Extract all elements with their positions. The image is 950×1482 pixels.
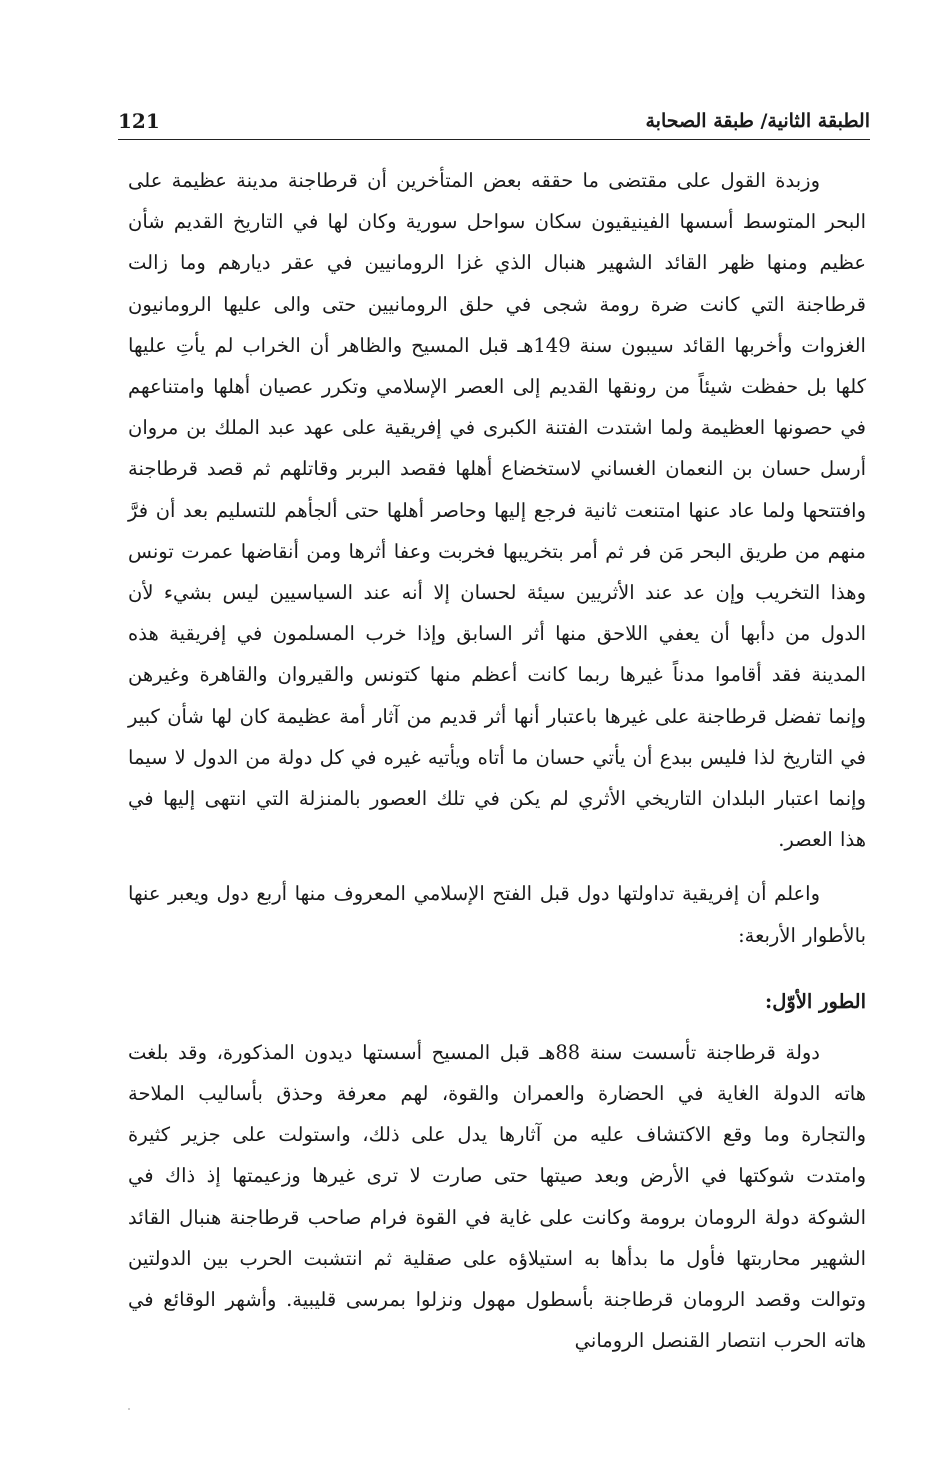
section-heading-first-phase: الطور الأوّل: [765,989,866,1013]
header-rule [118,139,870,140]
paragraph-first-phase: دولة قرطاجنة تأسست سنة 88هـ قبل المسيح أسستها ديدون المذكورة، وقد بلغت هاته الدولة الغاية في الحضارة والعمران والقوة، لهم معرفة وحذق بأساليب الملاحة والتجارة وما وقع الاكتشاف عليه من آثارها يدل على ذلك، واستولت على جزير كثيرة وامتدت شوكتها في الأرض وبعد صيتها حتى صارت لا ترى غيرها وزعيمتها إذ ذاك في الشوكة دولة الرومان برومة وكانت على غاية في القوة فرام صاحب قرطاجنة هنبال القائد الشهير محاربتها فأول ما بدأها به استيلاؤه على صقلية ثم انتشبت الحرب بين الدولتين وتوالت وقصد الرومان قرطاجنة بأسطول مهول ونزلوا بمرسى قليبية. وأشهر الوقائع في هاته الحرب انتصار القنصل الروماني [128,1040,866,1353]
page-number: 121 [118,109,160,133]
scan-speck [128,1408,130,1410]
paragraph-four-states: واعلم أن إفريقية تداولتها دول قبل الفتح الإسلامي المعروف منها أربع دول ويعبر عنها بالأطوار الأربعة: [128,882,866,947]
page-header [118,108,870,138]
running-title: الطبقة الثانية/ طبقة الصحابة [645,110,870,132]
body-text [128,160,866,1361]
paragraph-carthage-history: وزبدة القول على مقتضى ما حققه بعض المتأخرين أن قرطاجنة مدينة عظيمة على البحر المتوسط أسسها الفينيقيون سكان سواحل سورية وكان لها في التاريخ القديم شأن عظيم ومنها ظهر القائد الشهير هنبال الذي غزا الرومانيين في عقر ديارهم وما زالت قرطاجنة التي كانت ضرة رومة شجى في حلق الرومانيين حتى والى عليها الرومانيون الغزوات وأخربها القائد سيبون سنة 149هـ قبل المسيح والظاهر أن الخراب لم يأتِ عليها كلها بل حفظت شيئاً من رونقها القديم إلى العصر الإسلامي وتكرر عصيان أهلها وامتناعهم في حصونها العظيمة ولما اشتدت الفتنة الكبرى في إفريقية على عهد عبد الملك بن مروان أرسل حسان بن النعمان الغساني لاستخضاع أهلها فقصد البربر وقاتلهم ثم قصد قرطاجنة وافتتحها ولما عاد عنها امتنعت ثانية فرجع إليها وحاصر أهلها حتى ألجأهم للتسليم بعد أن فرَّ منهم من طريق البحر مَن فر ثم أمر بتخريبها فخربت وعفا أثرها ومن أنقاضها عمرت تونس وهذا التخريب وإن عد عند الأثريين سيئة لحسان إلا أنه عند السياسيين ليس بشيء لأن الدول من دأبها أن يعفي اللاحق منها أثر السابق وإذا خرب المسلمون في إفريقية هذه المدينة فقد أقاموا مدناً غيرها ربما كانت أعظم منها كتونس والقيروان والقاهرة وغيرهن وإنما تفضل قرطاجنة على غيرها باعتبار أنها أثر قديم من آثار أمة عظيمة كان لها شأن كبير في التاريخ لذا فليس ببدع أن يأتي حسان ما أتاه ويأتيه غيره في كل دولة من الدول لا سيما وإنما اعتبار البلدان التاريخي الأثري لم يكن في تلك العصور بالمنزلة التي انتهى إليها في هذا العصر. [128,169,866,852]
